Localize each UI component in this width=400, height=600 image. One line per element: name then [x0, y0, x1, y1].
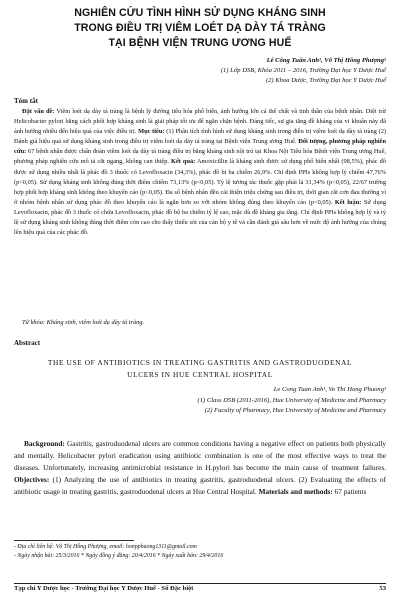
label-conclusion: Kết luận: — [334, 198, 362, 206]
english-title — [14, 357, 386, 381]
author-names-en: Le Cong Tuan Anh¹, Vo Thi Hong Phuong² — [273, 386, 386, 393]
affiliation-2: (2) Khoa Dược, Trường Đại học Y Dược Huế — [265, 77, 386, 84]
footnote-dates: - Ngày nhận bài: 25/3/2016 * Ngày đồng ý đăng: 20/4/2016 * Ngày xuất bản: 29/4/2016 — [14, 552, 224, 559]
label-results: Kết quả: — [171, 158, 196, 166]
footer-divider — [14, 583, 386, 584]
page-number: 53 — [379, 585, 386, 592]
title-line: NGHIÊN CỨU TÌNH HÌNH SỬ DỤNG KHÁNG SINH — [74, 7, 326, 19]
footnote — [14, 543, 223, 560]
paper-title — [20, 6, 380, 51]
label-objectives-en: Objectives: — [14, 475, 50, 484]
keywords-vi: Từ khóa: Kháng sinh, viêm loét dạ dày tá tràng. — [22, 319, 145, 326]
label-methods: Đối tượng, phương pháp nghiên cứu: — [14, 138, 386, 156]
title-line: TRONG ĐIỀU TRỊ VIÊM LOÉT DẠ DÀY TÁ TRÀNG — [74, 22, 326, 34]
label-background: Đặt vấn đề: — [22, 108, 55, 115]
abstract-en-body — [14, 438, 386, 536]
abstract-en-heading: Abstract — [14, 339, 41, 347]
journal-name: Tạp chí Y Dược học - Trường Đại học Y Dược Huế - Số Đặc biệt — [14, 585, 194, 592]
authors-en — [198, 385, 387, 417]
english-title-line: THE USE OF ANTIBIOTICS IN TREATING GASTRITIS AND GASTRODUODENAL — [47, 358, 353, 367]
label-materials-en: Materials and methods: — [258, 487, 333, 496]
abstract-vi-heading: Tóm tắt — [14, 97, 38, 105]
abstract-vi-body — [14, 107, 386, 319]
text-background: Viêm loét dạ dày tá tràng là bệnh lý đường tiêu hóa phổ biến, ảnh hưởng lớn cả thể chất và tinh thần của bệnh nhân. Diệt trừ Helicobacter pylori bằng cách phối hợp kháng sinh là giải pháp tốt ưu để ngăn chặn bệnh. Đáng tiếc, sự gia tăng đề kháng của vi khuẩn này đã ảnh hưởng nhiều đến hiệu quả của việc điều trị. — [14, 108, 386, 136]
text-objective: (1) Phân tích tình hình sử dụng kháng sinh trong điều trị viêm loét dạ dày tá tràng (2) Đánh giá hiệu quả sử dụng kháng sinh trong điều trị viêm loét dạ dày tá tràng tại Bệnh viện Trung ương Huế. — [14, 128, 386, 146]
affiliation-en-2: (2) Faculty of Pharmacy, Hue University of Medicine and Pharmacy — [204, 407, 386, 414]
title-line: TẠI BỆNH VIỆN TRUNG ƯƠNG HUẾ — [108, 37, 292, 49]
text-objectives-en: (1) Analyzing the use of antibiotics in treating gastritis, gastroduodenal ulcers. (2) Evaluating the effects of antibiotic usage in treating gastritis, gastroduodenal ulcers at Hue Central Hospital. — [14, 475, 386, 496]
author-names: Lê Công Tuấn Anh¹, Võ Thị Hồng Phượng² — [266, 57, 386, 64]
english-title-line: ULCERS IN HUE CENTRAL HOSPITAL — [127, 370, 273, 379]
text-conclusion: Sử dụng Levofloxacin, phác đồ 3 thuốc có chứa Levofloxacin, phác đồ bộ ba chiếm tỷ lệ cao, mặc dù đề kháng gia tăng. Chỉ định PPIs không hợp lý và tỷ lệ sử dụng kháng sinh không đúng thời điểm còn cao cho thấy thiếu sót của cán bộ y tế và cần đánh giá sâu hơn về mức độ ảnh hưởng của chúng lên hiệu quả của các phác đồ. — [14, 198, 386, 237]
affiliation-1: (1) Lớp DSB, Khóa 2011 – 2016, Trường Đại học Y Dược Huế — [220, 67, 386, 74]
label-background-en: Background: — [24, 439, 65, 448]
text-methods: 67 bệnh nhân được chẩn đoán viêm loét dạ dày tá tràng điều trị bằng kháng sinh nội trú tại Khoa Nội Tiêu hóa Bệnh viện Trung ương Huế, phương pháp nghiên cứu mô tả cắt ngang, không can thiệp. — [14, 148, 386, 166]
footnote-contact: - Địa chỉ liên hệ: Võ Thị Hồng Phượng, email: honpphuong1311@gmail.com — [14, 544, 197, 550]
text-background-en: Gastritis, gastroduodenal ulcers are common conditions having a negative effect on patients both physically and mentally. Helicobacter pylori eradication using antibiotic combination is one of the most effective ways to treat the diseases. Unfortunately, increasing antimicrobial resistance in H.pylori has become the main cause of treatment failures. — [14, 439, 386, 472]
footnote-divider — [14, 540, 134, 541]
affiliation-en-1: (1) Class D5B (2011-2016), Hue University of Medicine and Pharmacy — [197, 396, 386, 404]
authors-vi — [221, 56, 386, 86]
text-results: Amoxicillin là kháng sinh được sử dụng phổ biến nhất (98,5%), phác đồ được sử dụng nhiều nhất là phác đồ 3 thuốc có Levofloxacin (34,3%), phác đồ bị ba chiếm 26,9%. Chỉ định PPIs không hợp lý chiếm 47,76% (p<0,05). Sử dụng kháng sinh không đúng thời điểm chiếm 73,13% (p<0,05). Tỷ lệ tương tác thuốc gặp phải là 31,34% (p<0,05), 22/67 trường hợp phối hợp kháng sinh không theo khuyến cáo (p<0,05). Đa số bệnh nhân đều cải thiện triệu chứng sau điều trị, thời gian cắt cơn đau thường vì ở nhóm bệnh nhân sử dụng phác đồ theo khuyến cáo là ngắn hơn so với nhóm không đúng theo khuyến cáo (p<0,05). — [14, 158, 386, 206]
label-objective: Mục tiêu: — [138, 128, 165, 136]
text-materials-en: 67 patients — [332, 487, 367, 496]
page-footer — [14, 585, 386, 592]
